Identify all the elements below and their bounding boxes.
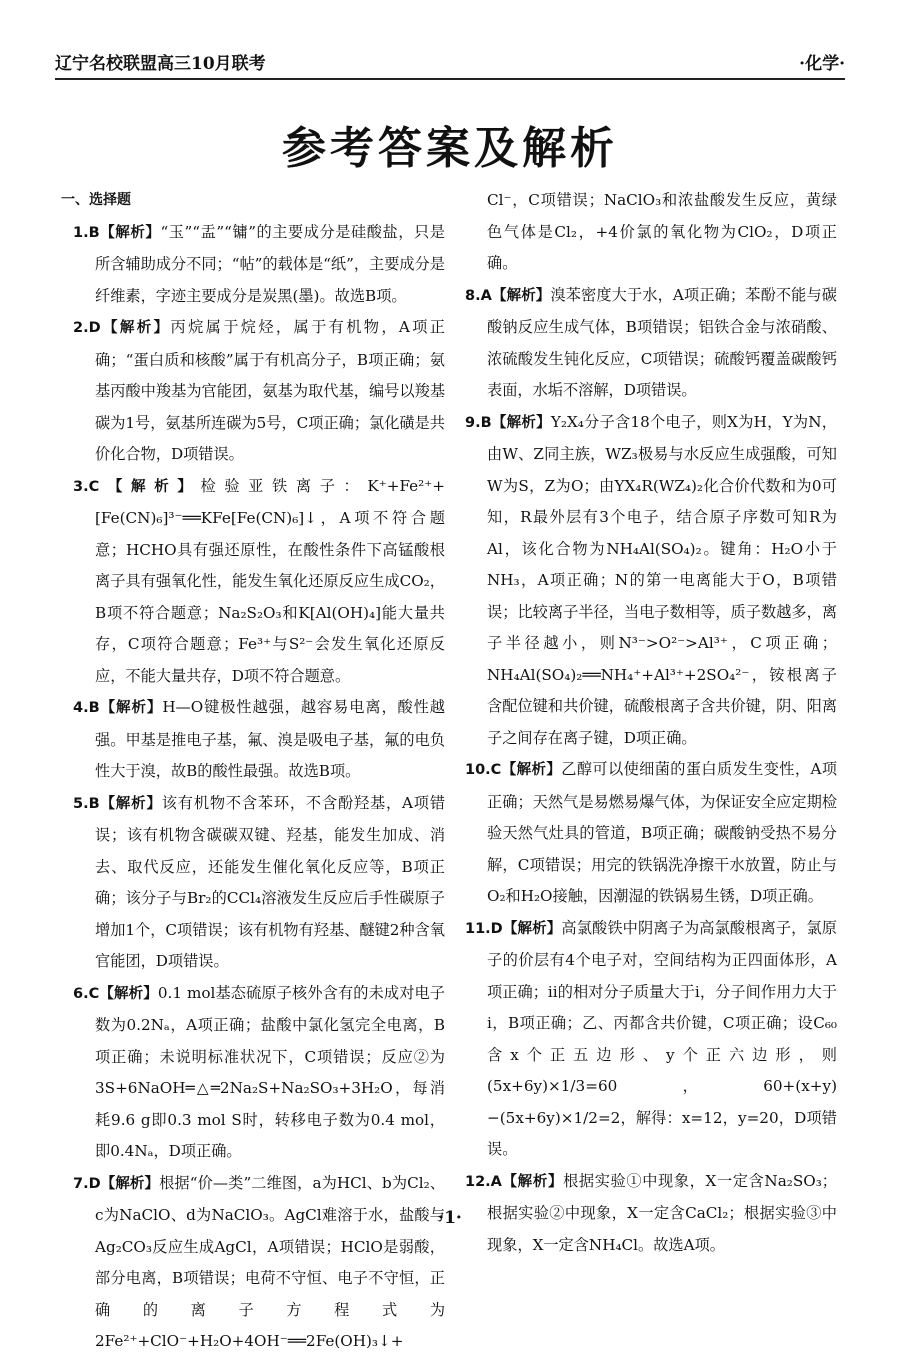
answer-item-4: 4.B【解析】H—O键极性越强，越容易电离，酸性越强。甲基是推电子基，氟、溴是吸电子基，氟的电负性大于溴，故B的酸性最强。故选B项。 [73,698,445,780]
left-column [61,185,446,1358]
answer-item-7: 7.D【解析】根据“价—类”二维图，a为HCl、b为Cl₂、c为NaClO、d为NaClO₃。AgCl难溶于水，盐酸与Ag₂CO₃反应生成AgCl，A项错误；HClO是弱酸，部分电离，B项错误；电荷不守恒、电子不守恒，正确的离子方程式为2Fe²⁺+ClO⁻+H₂O+4OH⁻══2Fe(OH)₃↓+ [73,1173,445,1350]
exam-name: 辽宁名校联盟高三10月联考 [55,54,266,74]
answer-item-12: 12.A【解析】根据实验①中现象，X一定含Na₂SO₃；根据实验②中现象，X一定含CaCl₂；根据实验③中现象，X一定含NH₄Cl。故选A项。 [465,1171,837,1254]
page-number: ·1· [438,1208,462,1228]
answer-item-9: 9.B【解析】Y₂X₄分子含18个电子，则X为H，Y为N，由W、Z同主族，WZ₃极易与水反应生成强酸，可知W为S，Z为O；由YX₄R(WZ₄)₂化合价代数和为0可知，R最外层有3个电子，结合原子序数可知R为Al，该化合物为NH₄Al(SO₄)₂。键角：H₂O小于NH₃，A项正确；N的第一电离能大于O，B项错误；比较离子半径，当电子数相等，质子数越多，离子半径越小，则N³⁻>O²⁻>Al³⁺，C项正确；NH₄Al(SO₄)₂══NH₄⁺+Al³⁺+2SO₄²⁻，铵根离子含配位键和共价键，硫酸根离子含共价键，阴、阳离子之间存在离子键，D项正确。 [465,412,837,747]
answer-item-3: 3.C【解析】检验亚铁离子：K⁺+Fe²⁺+[Fe(CN)₆]³⁻══KFe[Fe(CN)₆]↓，A项不符合题意；HCHO具有强还原性，在酸性条件下高锰酸根离子具有强氧化性，能发生氧化还原反应生成CO₂，B项不符合题意；Na₂S₂O₃和K[Al(OH)₄]能大量共存，C项符合题意；Fe³⁺与S²⁻会发生氧化还原反应，不能大量共存，D项不符合题意。 [73,476,445,685]
subject-label: ·化学· [799,54,845,74]
right-column [465,185,837,1261]
answer-item-8: 8.A【解析】溴苯密度大于水，A项正确；苯酚不能与碳酸钠反应生成气体，B项错误；铝铁合金与浓硝酸、浓硫酸发生钝化反应，C项错误；硫酸钙覆盖碳酸钙表面，水垢不溶解，D项错误。 [465,285,837,399]
answer-item-11: 11.D【解析】高氯酸铁中阴离子为高氯酸根离子，氯原子的价层有4个电子对，空间结构为正四面体形，A项正确；ii的相对分子质量大于i，分子间作用力大于i，B项正确；乙、丙都含共价键，C项正确；设C₆₀含x个正五边形、y个正六边形，则(5x+6y)×1/3=60，60+(x+y)−(5x+6y)×1/2=2，解得：x=12，y=20，D项错误。 [465,918,837,1158]
page-header [55,48,845,80]
answer-item-6: 6.C【解析】0.1 mol基态硫原子核外含有的未成对电子数为0.2Nₐ，A项正确；盐酸中氯化氢完全电离，B项正确；未说明标准状况下，C项错误；反应②为3S+6NaOH═△═2Na₂S+Na₂SO₃+3H₂O，每消耗9.6 g即0.3 mol S时，转移电子数为0.4 mol，即0.4Nₐ，D项正确。 [73,983,445,1160]
answer-item-2: 2.D【解析】丙烷属于烷烃，属于有机物，A项正确；“蛋白质和核酸”属于有机高分子，B项正确；氨基丙酸中羧基为官能团，氨基为取代基，编号以羧基碳为1号，氨基所连碳为5号，C项正确；氯化磺是共价化合物，D项错误。 [73,318,445,463]
section-heading: 一、选择题 [61,192,131,208]
answer-item-7-continued: Cl⁻，C项错误；NaClO₃和浓盐酸发生反应，黄绿色气体是Cl₂，+4价氯的氧化物为ClO₂，D项正确。 [487,191,837,272]
answer-item-5: 5.B【解析】该有机物不含苯环，不含酚羟基，A项错误；该有机物含碳碳双键、羟基，能发生加成、消去、取代反应，还能发生催化氧化反应等，B项正确；该分子与Br₂的CCl₄溶液发生反应后手性碳原子增加1个，C项错误；该有机物有羟基、醚键2种含氧官能团，D项错误。 [73,793,446,970]
answer-item-10: 10.C【解析】乙醇可以使细菌的蛋白质发生变性，A项正确；天然气是易燃易爆气体，为保证安全应定期检验天然气灶具的管道，B项正确；碳酸钠受热不易分解，C项错误；用完的铁锅洗净擦干水放置，防止与O₂和H₂O接触，因潮湿的铁锅易生锈，D项正确。 [465,760,838,905]
page-title: 参考答案及解析 [282,123,618,174]
answer-item-1: 1.B【解析】“玉”“盂”“镛”的主要成分是硅酸盐，只是所含辅助成分不同；“帖”的载体是“纸”，主要成分是纤维素，字迹主要成分是炭黑(墨)。故选B项。 [73,222,445,305]
